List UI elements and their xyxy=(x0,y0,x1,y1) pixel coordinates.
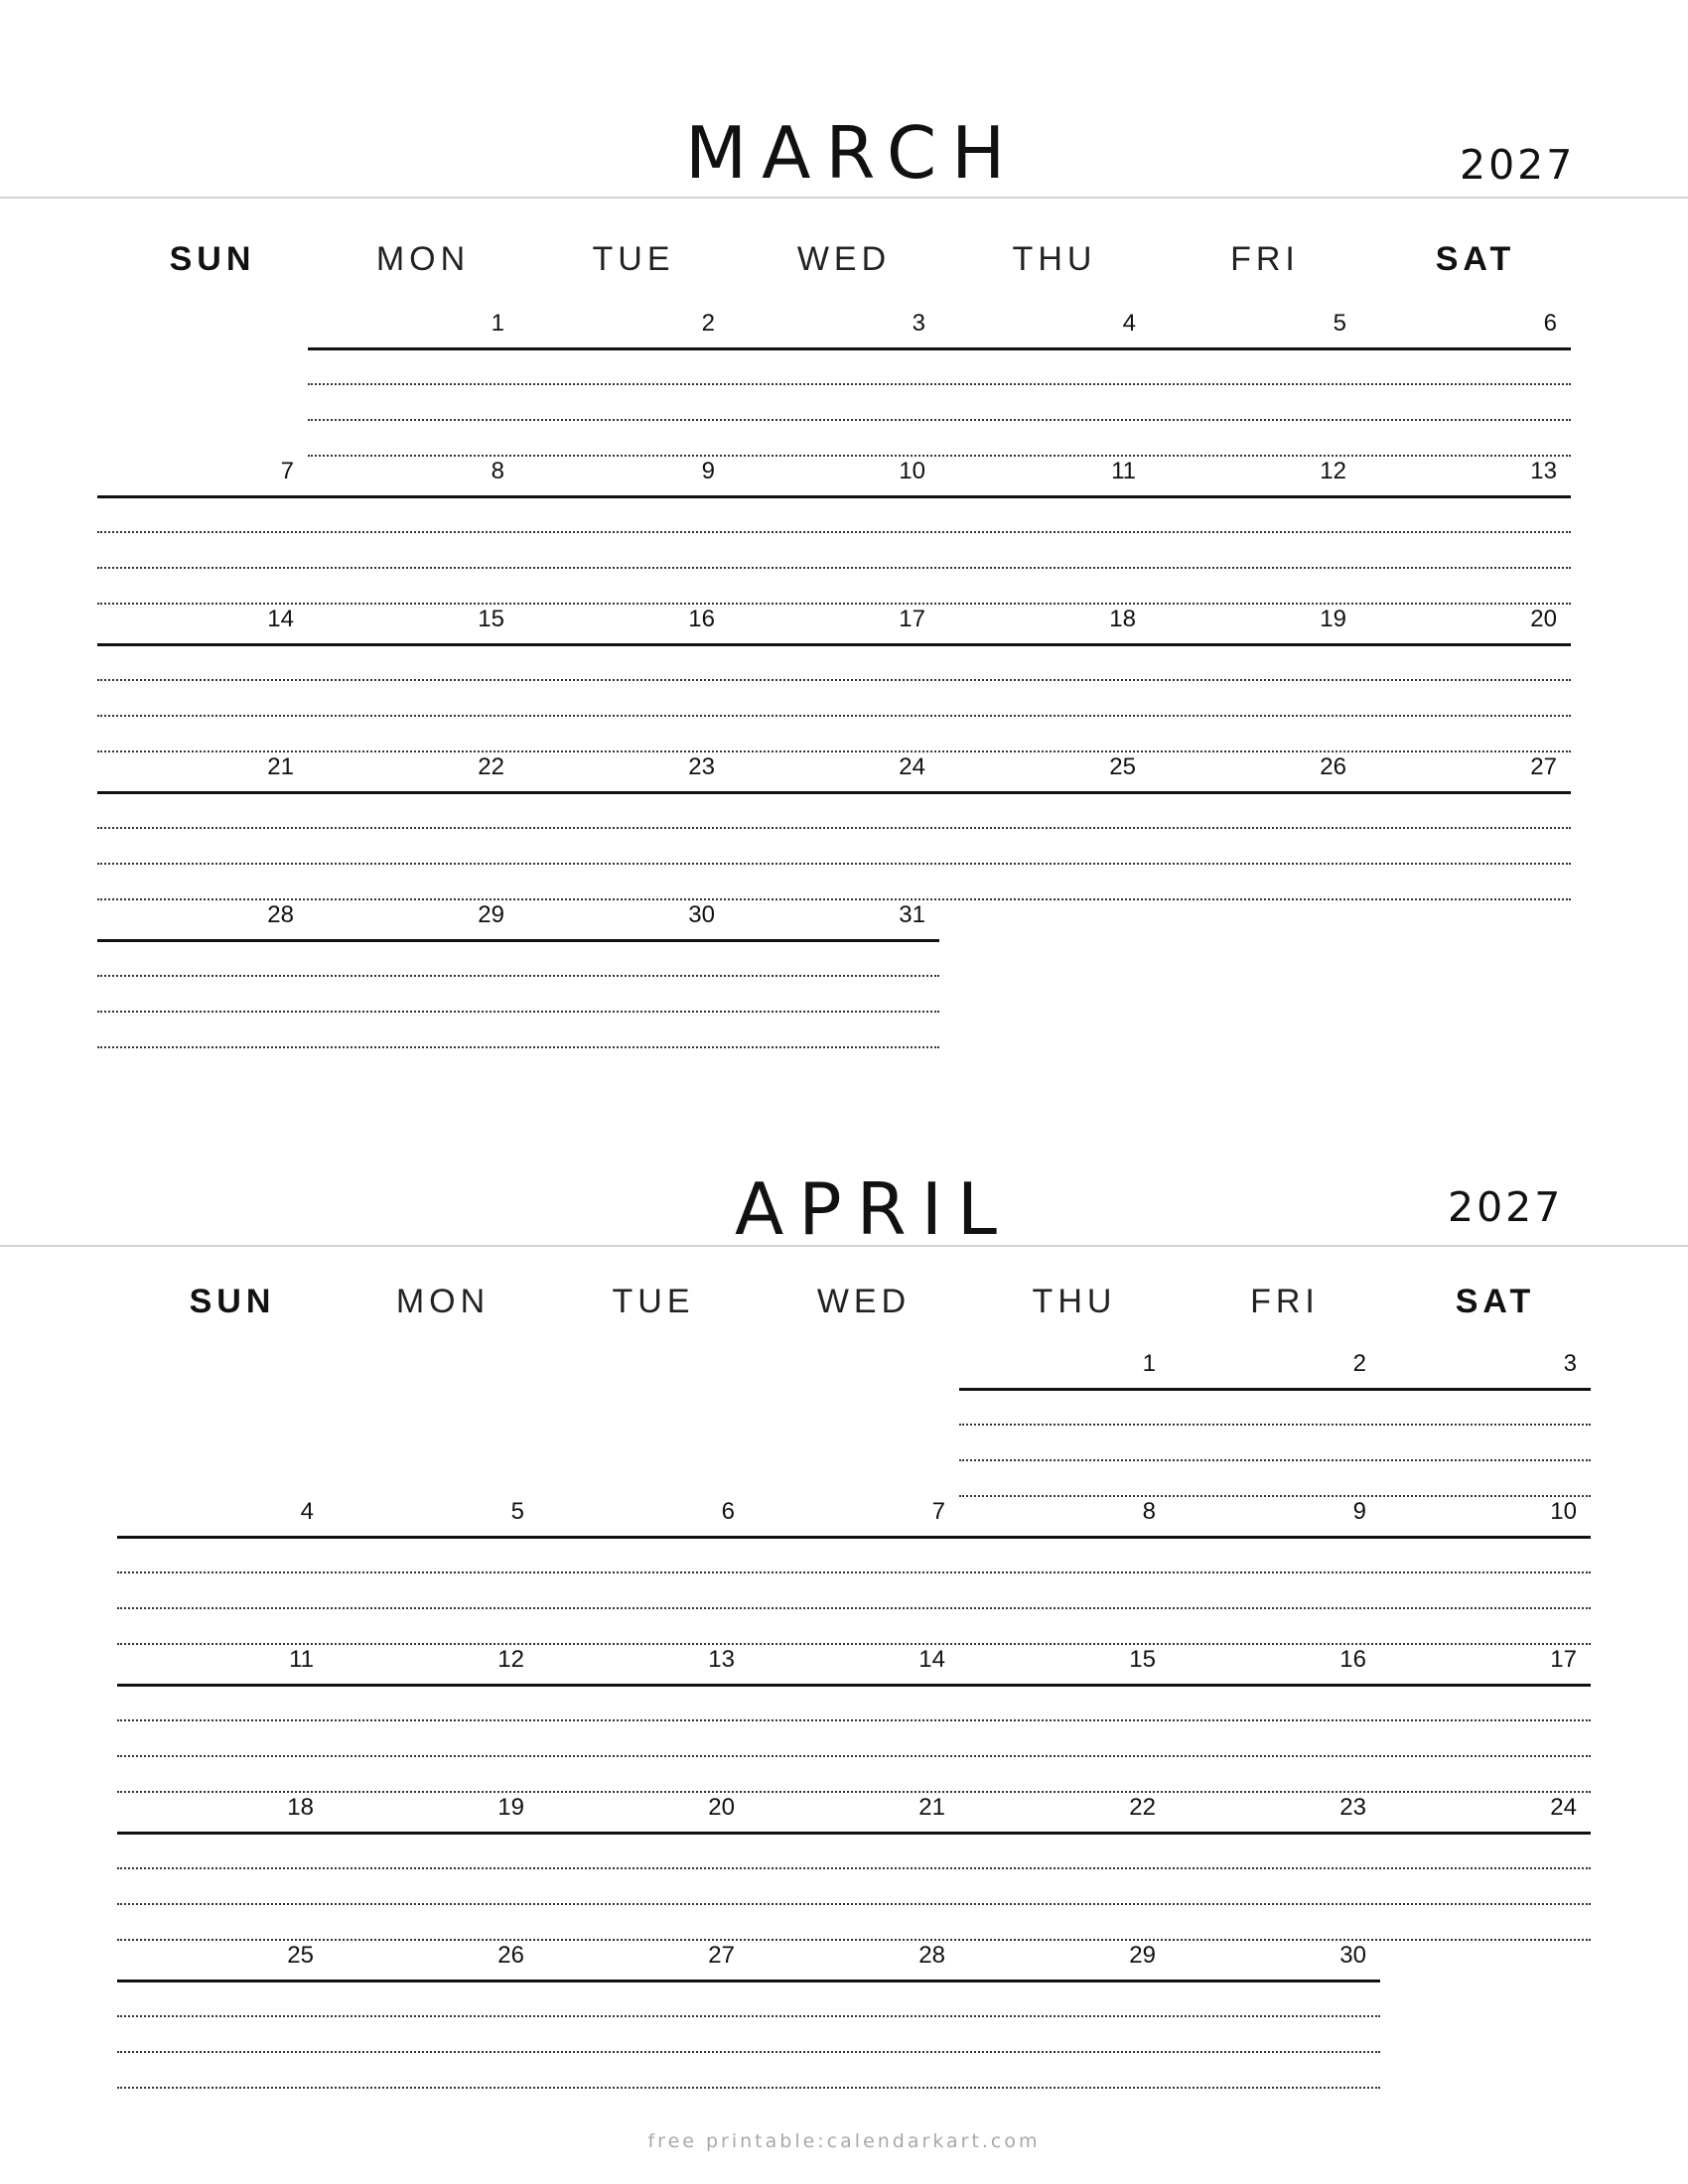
day-number-19: 19 xyxy=(497,1794,524,1821)
day-number-15: 15 xyxy=(1129,1646,1156,1673)
week-line xyxy=(97,643,1571,646)
week-line xyxy=(117,1832,1591,1835)
day-number-21: 21 xyxy=(918,1794,945,1821)
day-number-24: 24 xyxy=(899,753,925,780)
day-number-11: 11 xyxy=(1111,458,1136,484)
day-number-13: 13 xyxy=(708,1646,735,1673)
day-number-1: 1 xyxy=(1142,1350,1156,1377)
day-number-9: 9 xyxy=(701,458,715,484)
weekday-header-mon: MON xyxy=(395,1283,491,1320)
day-number-22: 22 xyxy=(478,753,504,780)
day-number-28: 28 xyxy=(918,1942,945,1969)
weekday-header-sun: SUN xyxy=(189,1283,276,1320)
day-number-28: 28 xyxy=(267,901,294,928)
weekday-header-sat: SAT xyxy=(1435,240,1516,278)
week-line xyxy=(117,1536,1591,1539)
note-line xyxy=(97,863,1571,865)
note-line xyxy=(308,383,1571,385)
note-line xyxy=(117,2051,1380,2053)
note-line xyxy=(117,1719,1591,1721)
day-number-4: 4 xyxy=(1122,310,1136,337)
note-line xyxy=(117,1791,1591,1793)
note-line xyxy=(97,975,939,977)
note-line xyxy=(959,1459,1591,1461)
note-line xyxy=(308,419,1571,421)
note-line xyxy=(97,1011,939,1013)
day-number-17: 17 xyxy=(899,606,925,632)
note-line xyxy=(97,531,1571,533)
day-number-8: 8 xyxy=(1142,1498,1156,1525)
day-number-5: 5 xyxy=(510,1498,524,1525)
week-line xyxy=(959,1388,1591,1391)
weekday-header-sat: SAT xyxy=(1455,1283,1536,1320)
week-line xyxy=(97,791,1571,794)
year-label: 2027 xyxy=(1460,141,1576,189)
weekday-header-sun: SUN xyxy=(169,240,256,278)
note-line xyxy=(97,567,1571,569)
day-number-1: 1 xyxy=(491,310,504,337)
day-number-15: 15 xyxy=(478,606,504,632)
day-number-16: 16 xyxy=(1339,1646,1366,1673)
note-line xyxy=(308,455,1571,457)
note-line xyxy=(959,1495,1591,1497)
weekday-header-fri: FRI xyxy=(1250,1283,1320,1320)
day-number-6: 6 xyxy=(1543,310,1557,337)
day-number-31: 31 xyxy=(899,901,925,928)
day-number-18: 18 xyxy=(1109,606,1136,632)
month-title: APRIL xyxy=(735,1167,1013,1251)
day-number-29: 29 xyxy=(478,901,504,928)
week-line xyxy=(97,939,939,942)
day-number-19: 19 xyxy=(1320,606,1346,632)
weekday-header-fri: FRI xyxy=(1230,240,1300,278)
note-line xyxy=(117,1607,1591,1609)
day-number-2: 2 xyxy=(1352,1350,1366,1377)
note-line xyxy=(117,1939,1591,1941)
day-number-23: 23 xyxy=(688,753,715,780)
weekday-header-tue: TUE xyxy=(612,1283,695,1320)
day-number-25: 25 xyxy=(1109,753,1136,780)
day-number-14: 14 xyxy=(918,1646,945,1673)
day-number-16: 16 xyxy=(688,606,715,632)
day-number-10: 10 xyxy=(899,458,925,484)
footer-credit: free printable:calendarkart.com xyxy=(647,2130,1041,2152)
day-number-22: 22 xyxy=(1129,1794,1156,1821)
note-line xyxy=(117,1571,1591,1573)
note-line xyxy=(117,1867,1591,1869)
day-number-11: 11 xyxy=(289,1646,314,1673)
weekday-header-wed: WED xyxy=(816,1283,912,1320)
day-number-25: 25 xyxy=(287,1942,314,1969)
header-divider xyxy=(0,197,1688,199)
day-number-30: 30 xyxy=(688,901,715,928)
note-line xyxy=(97,679,1571,681)
day-number-9: 9 xyxy=(1352,1498,1366,1525)
weekday-header-wed: WED xyxy=(796,240,892,278)
day-number-18: 18 xyxy=(287,1794,314,1821)
weekday-header-mon: MON xyxy=(375,240,471,278)
day-number-21: 21 xyxy=(267,753,294,780)
note-line xyxy=(117,1755,1591,1757)
header-divider xyxy=(0,1245,1688,1247)
day-number-24: 24 xyxy=(1550,1794,1577,1821)
day-number-3: 3 xyxy=(912,310,925,337)
day-number-6: 6 xyxy=(721,1498,735,1525)
day-number-17: 17 xyxy=(1550,1646,1577,1673)
week-line xyxy=(117,1684,1591,1687)
day-number-7: 7 xyxy=(931,1498,945,1525)
day-number-13: 13 xyxy=(1530,458,1557,484)
note-line xyxy=(117,2087,1380,2089)
day-number-12: 12 xyxy=(497,1646,524,1673)
day-number-26: 26 xyxy=(497,1942,524,1969)
note-line xyxy=(117,1903,1591,1905)
week-line xyxy=(97,495,1571,498)
weekday-header-thu: THU xyxy=(1012,240,1097,278)
day-number-20: 20 xyxy=(708,1794,735,1821)
day-number-20: 20 xyxy=(1530,606,1557,632)
day-number-27: 27 xyxy=(1530,753,1557,780)
note-line xyxy=(117,2015,1380,2017)
day-number-2: 2 xyxy=(701,310,715,337)
day-number-4: 4 xyxy=(300,1498,314,1525)
note-line xyxy=(97,898,1571,900)
day-number-26: 26 xyxy=(1320,753,1346,780)
day-number-27: 27 xyxy=(708,1942,735,1969)
day-number-7: 7 xyxy=(280,458,294,484)
year-label: 2027 xyxy=(1448,1183,1564,1231)
week-line xyxy=(117,1979,1380,1982)
note-line xyxy=(959,1424,1591,1426)
note-line xyxy=(117,1643,1591,1645)
note-line xyxy=(97,751,1571,752)
day-number-3: 3 xyxy=(1563,1350,1577,1377)
note-line xyxy=(97,603,1571,605)
day-number-14: 14 xyxy=(267,606,294,632)
note-line xyxy=(97,1046,939,1048)
weekday-header-tue: TUE xyxy=(592,240,675,278)
day-number-12: 12 xyxy=(1320,458,1346,484)
day-number-29: 29 xyxy=(1129,1942,1156,1969)
day-number-10: 10 xyxy=(1550,1498,1577,1525)
weekday-header-thu: THU xyxy=(1032,1283,1117,1320)
day-number-8: 8 xyxy=(491,458,504,484)
day-number-30: 30 xyxy=(1339,1942,1366,1969)
note-line xyxy=(97,715,1571,717)
note-line xyxy=(97,827,1571,829)
month-title: MARCH xyxy=(685,111,1021,195)
day-number-23: 23 xyxy=(1339,1794,1366,1821)
day-number-5: 5 xyxy=(1333,310,1346,337)
week-line xyxy=(308,347,1571,350)
